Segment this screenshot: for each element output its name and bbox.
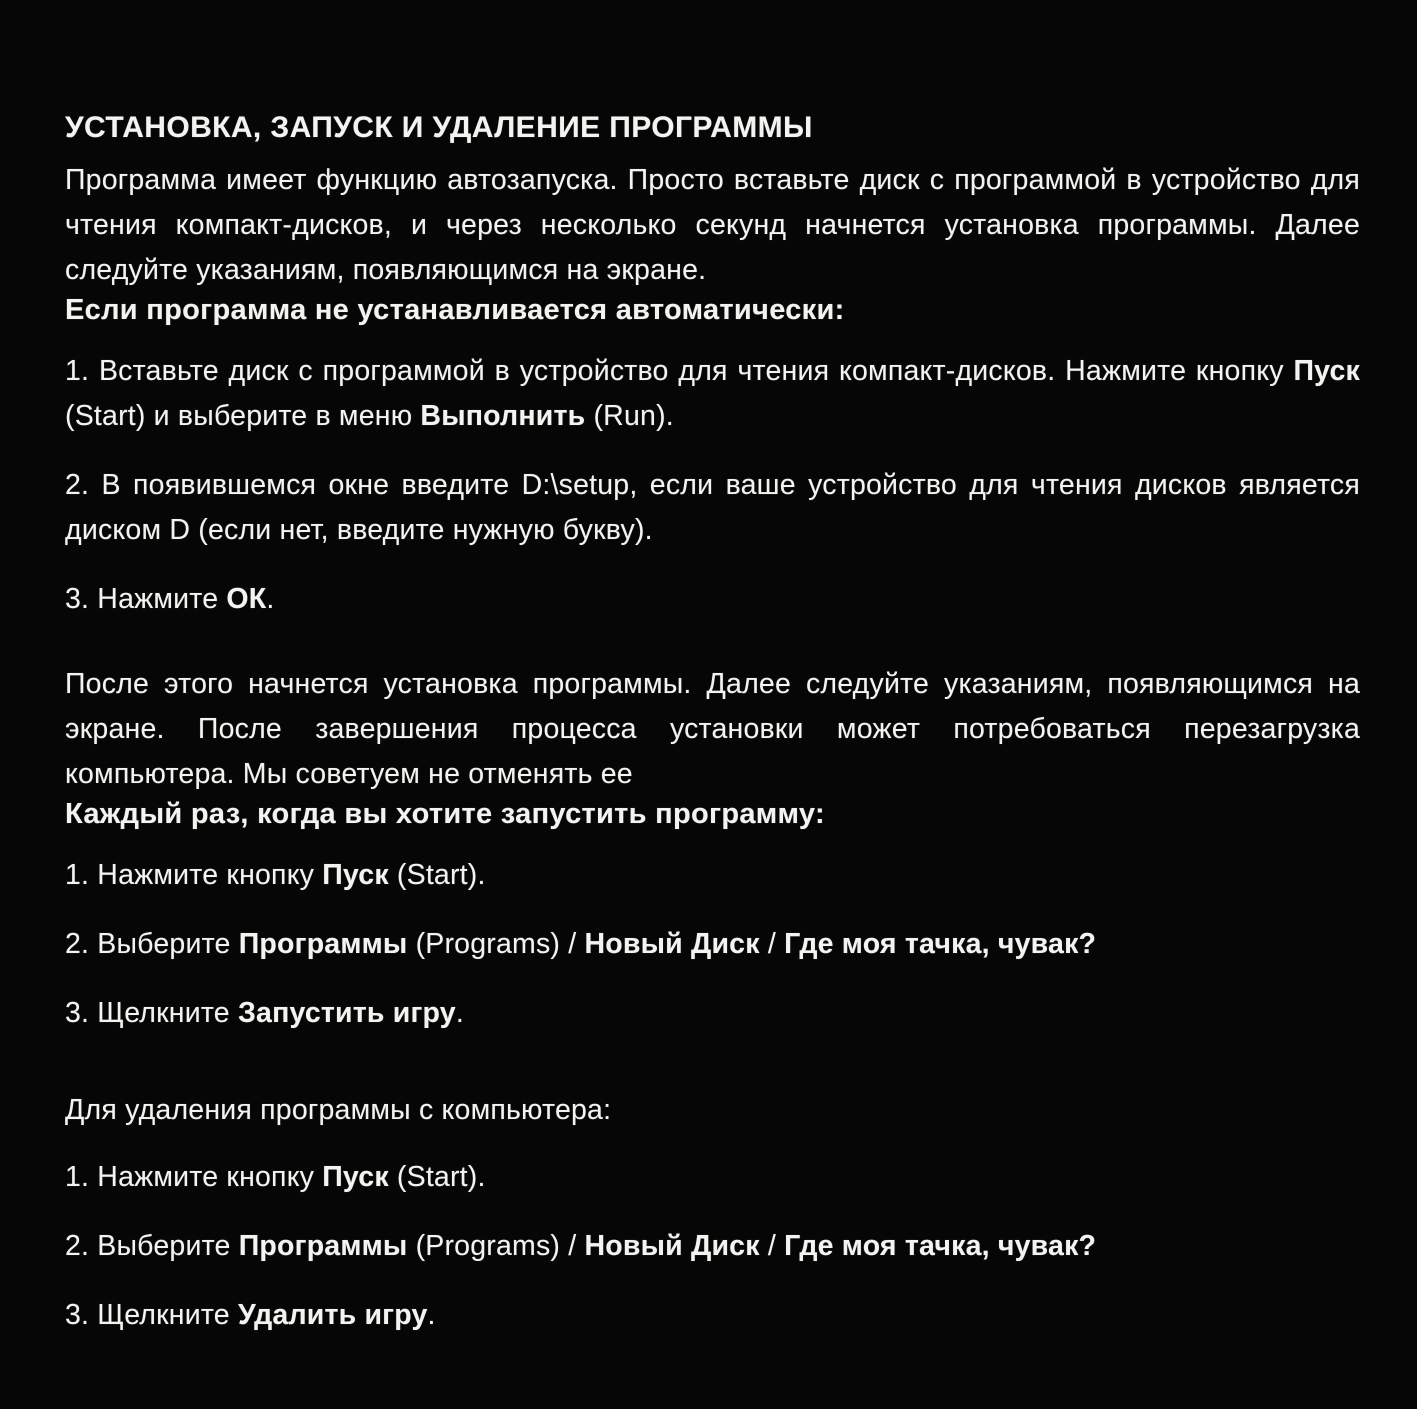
text-run: (Start).	[388, 859, 486, 891]
emphasized-text: Где моя тачка, чувак?	[784, 1230, 1097, 1262]
emphasized-text: Выполнить	[420, 400, 586, 432]
text-run: 2. Выберите	[65, 928, 239, 960]
emphasized-text: Пуск	[322, 859, 389, 891]
emphasized-text: Программы	[238, 928, 408, 960]
text-run: 1. Нажмите кнопку	[65, 859, 323, 891]
emphasized-text: Пуск	[1293, 355, 1360, 387]
emphasized-text: Программы	[238, 1230, 408, 1262]
uninstall-step-3	[65, 1293, 1360, 1338]
install-after-note: После этого начнется установка программы. Далее следуйте указаниям, появляющимся на экране. После завершения процесса установки может потребоваться перезагрузка компьютера. Мы советуем не отменять ее	[65, 668, 1360, 790]
uninstall-step-1	[65, 1155, 1360, 1200]
emphasized-text: Запустить игру	[237, 997, 456, 1029]
emphasized-text: Удалить игру	[237, 1299, 428, 1331]
text-run: 3. Нажмите	[65, 583, 227, 615]
text-run: .	[427, 1299, 436, 1331]
text-run: 2. В появившемся окне введите D:\setup, если ваше устройство для чтения дисков является диском D (если нет, введите нужную букву).	[65, 469, 1360, 546]
run-step-3	[65, 991, 1360, 1036]
run-step-2	[65, 922, 1360, 967]
install-step-3	[65, 577, 1360, 622]
emphasized-text: Пуск	[322, 1161, 389, 1193]
text-run: (Start).	[388, 1161, 486, 1193]
text-run: 3. Щелкните	[65, 1299, 238, 1331]
text-run: /	[759, 1230, 785, 1262]
page-title: УСТАНОВКА, ЗАПУСК И УДАЛЕНИЕ ПРОГРАММЫ	[65, 111, 813, 144]
text-run: /	[759, 928, 785, 960]
emphasized-text: Новый Диск	[584, 1230, 760, 1262]
emphasized-text: Где моя тачка, чувак?	[784, 928, 1097, 960]
text-run: (Run).	[585, 400, 674, 432]
run-step-1	[65, 853, 1360, 898]
text-run: 1. Вставьте диск с программой в устройство для чтения компакт-дисков. Нажмите кнопку	[65, 355, 1294, 387]
emphasized-text: Новый Диск	[584, 928, 760, 960]
install-step-2	[65, 463, 1360, 553]
install-section-heading: Если программа не устанавливается автоматически:	[65, 294, 845, 326]
uninstall-step-2	[65, 1224, 1360, 1269]
run-section-heading: Каждый раз, когда вы хотите запустить программу:	[65, 798, 825, 830]
text-run: (Programs) /	[407, 928, 585, 960]
text-run: 3. Щелкните	[65, 997, 238, 1029]
text-run: 2. Выберите	[65, 1230, 239, 1262]
emphasized-text: ОК	[226, 583, 267, 615]
text-run: .	[455, 997, 464, 1029]
text-run: (Programs) /	[407, 1230, 585, 1262]
text-run: (Start) и выберите в меню	[65, 400, 421, 432]
text-run: .	[266, 583, 275, 615]
text-run: 1. Нажмите кнопку	[65, 1161, 323, 1193]
intro-paragraph: Программа имеет функцию автозапуска. Просто вставьте диск с программой в устройство для чтения компакт-дисков, и через несколько секунд начнется установка программы. Далее следуйте указаниям, появляющимся на экране.	[65, 164, 1360, 286]
install-step-1	[65, 349, 1360, 439]
uninstall-section-heading: Для удаления программы с компьютера:	[65, 1094, 612, 1126]
